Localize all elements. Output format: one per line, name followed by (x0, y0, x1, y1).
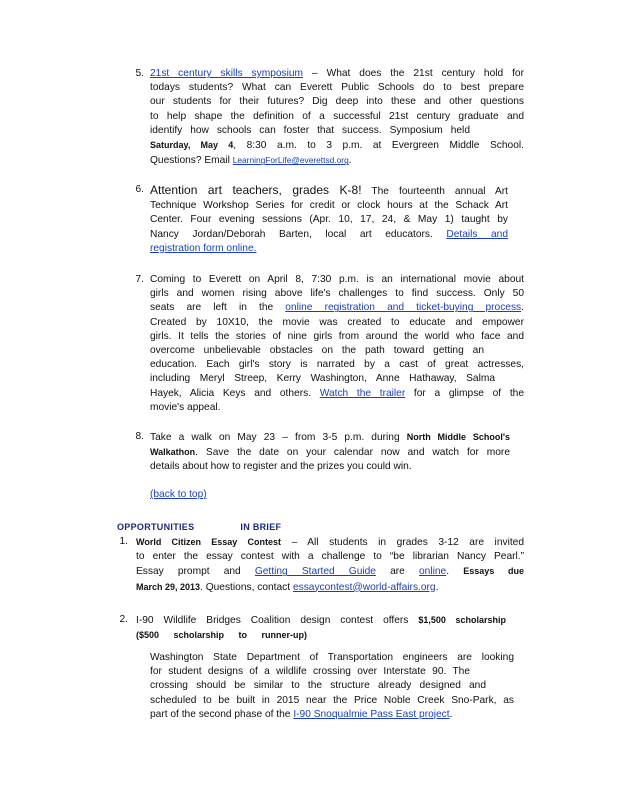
item-number: 6. (135, 184, 144, 195)
essay-contest-email-link[interactable]: essaycontest@world-affairs.org (292, 581, 436, 593)
details-link[interactable]: Details and (446, 228, 509, 240)
learning-for-life-email-link[interactable]: LearningForLife@everettsd.org (232, 155, 349, 166)
item-number: 5. (135, 68, 144, 79)
document-page: 5. 21st century skills symposium – What does the 21st century hold for todays students? What can Everett Public Schools do to best prepare our students for their futures? Dig deep into these and other questions to help shape the definition of a successful 21st century graduate and identify how schools can foster that success. Symposium held Saturday, May 4, 8:30 a.m. to 3 p.m. at Evergreen Middle School. Questions? Email LearningForLife@everettsd.org. 6. Attention art teachers, grades K-8! The fourteenth annual Art Technique Workshop Series for credit or clock hours at the Schack Art Center. Four evening sessions (Apr. 10, 17, 24, & May 1) taught by Nancy Jordan/Deborah Barten, local art educators. Details and registration form online. 7. Coming to Everett on April 8, 7:30 p.m. is an international movie about girls and women rising above life's challenges to find success. Only 50 seats are left in the online registration and ticket-buying process. Created by 10X10, the movie was created to educate and empower girls. It tells the stories of nine girls from around the world who face and overcome unbelievable obstacles on the path toward getting an education. Each girl's story is narrated by a cast of great actresses, including Meryl Streep, Kerry Washington, Anne Hathaway, Salma Hayek, Alicia Keys and others. Watch the trailer for a glimpse of the movie's appeal. 8. Take a walk on May 23 – from 3-5 p.m. during North Middle School's Walkathon. Save the date on your calendar now and watch for more details about how to register and the prizes you could win. (back to top) OPPORTUNITIES IN BRIEF 1. World Citizen Essay Contest – All students in grades 3-12 are invited to enter the essay contest with a challenge to “be librarian Nancy Pearl.” Essay prompt and Getting Started Guide are online. Essays due March 29, 2013. Questions, contact essaycontest@world-affairs.org. 2. I-90 Wildlife Bridges Coalition design contest offers $1,500 scholarship ($500 scholarship to runner-up) Washington State Department of Transportation engineers are looking for student designs of a wildlife crossing over Interstate 90. The crossing should be similar to the structure already designed and scheduled to be built in 2015 near the Price Noble Creek Sno-Park, as part of the second phase of the I-90 Snoqualmie Pass East project. (0, 0, 618, 800)
getting-started-guide-link[interactable]: Getting Started Guide (254, 566, 376, 578)
online-link[interactable]: online (419, 566, 447, 578)
item-number: 7. (135, 274, 144, 285)
attention-lead: Attention art teachers, grades K-8! (150, 183, 362, 197)
i90-project-link[interactable]: I-90 Snoqualmie Pass East project (293, 708, 450, 720)
item-number: 2. (119, 614, 128, 625)
back-to-top-link[interactable]: (back to top) (150, 489, 207, 500)
section-heading: OPPORTUNITIES IN BRIEF (117, 522, 282, 532)
item-number: 8. (135, 431, 144, 442)
item-number: 1. (119, 536, 128, 547)
registration-form-link[interactable]: registration form online. (150, 242, 257, 254)
online-registration-link[interactable]: online registration and ticket-buying process (285, 302, 522, 314)
watch-trailer-link[interactable]: Watch the trailer (319, 387, 406, 399)
symposium-link[interactable]: 21st century skills symposium (150, 68, 304, 79)
